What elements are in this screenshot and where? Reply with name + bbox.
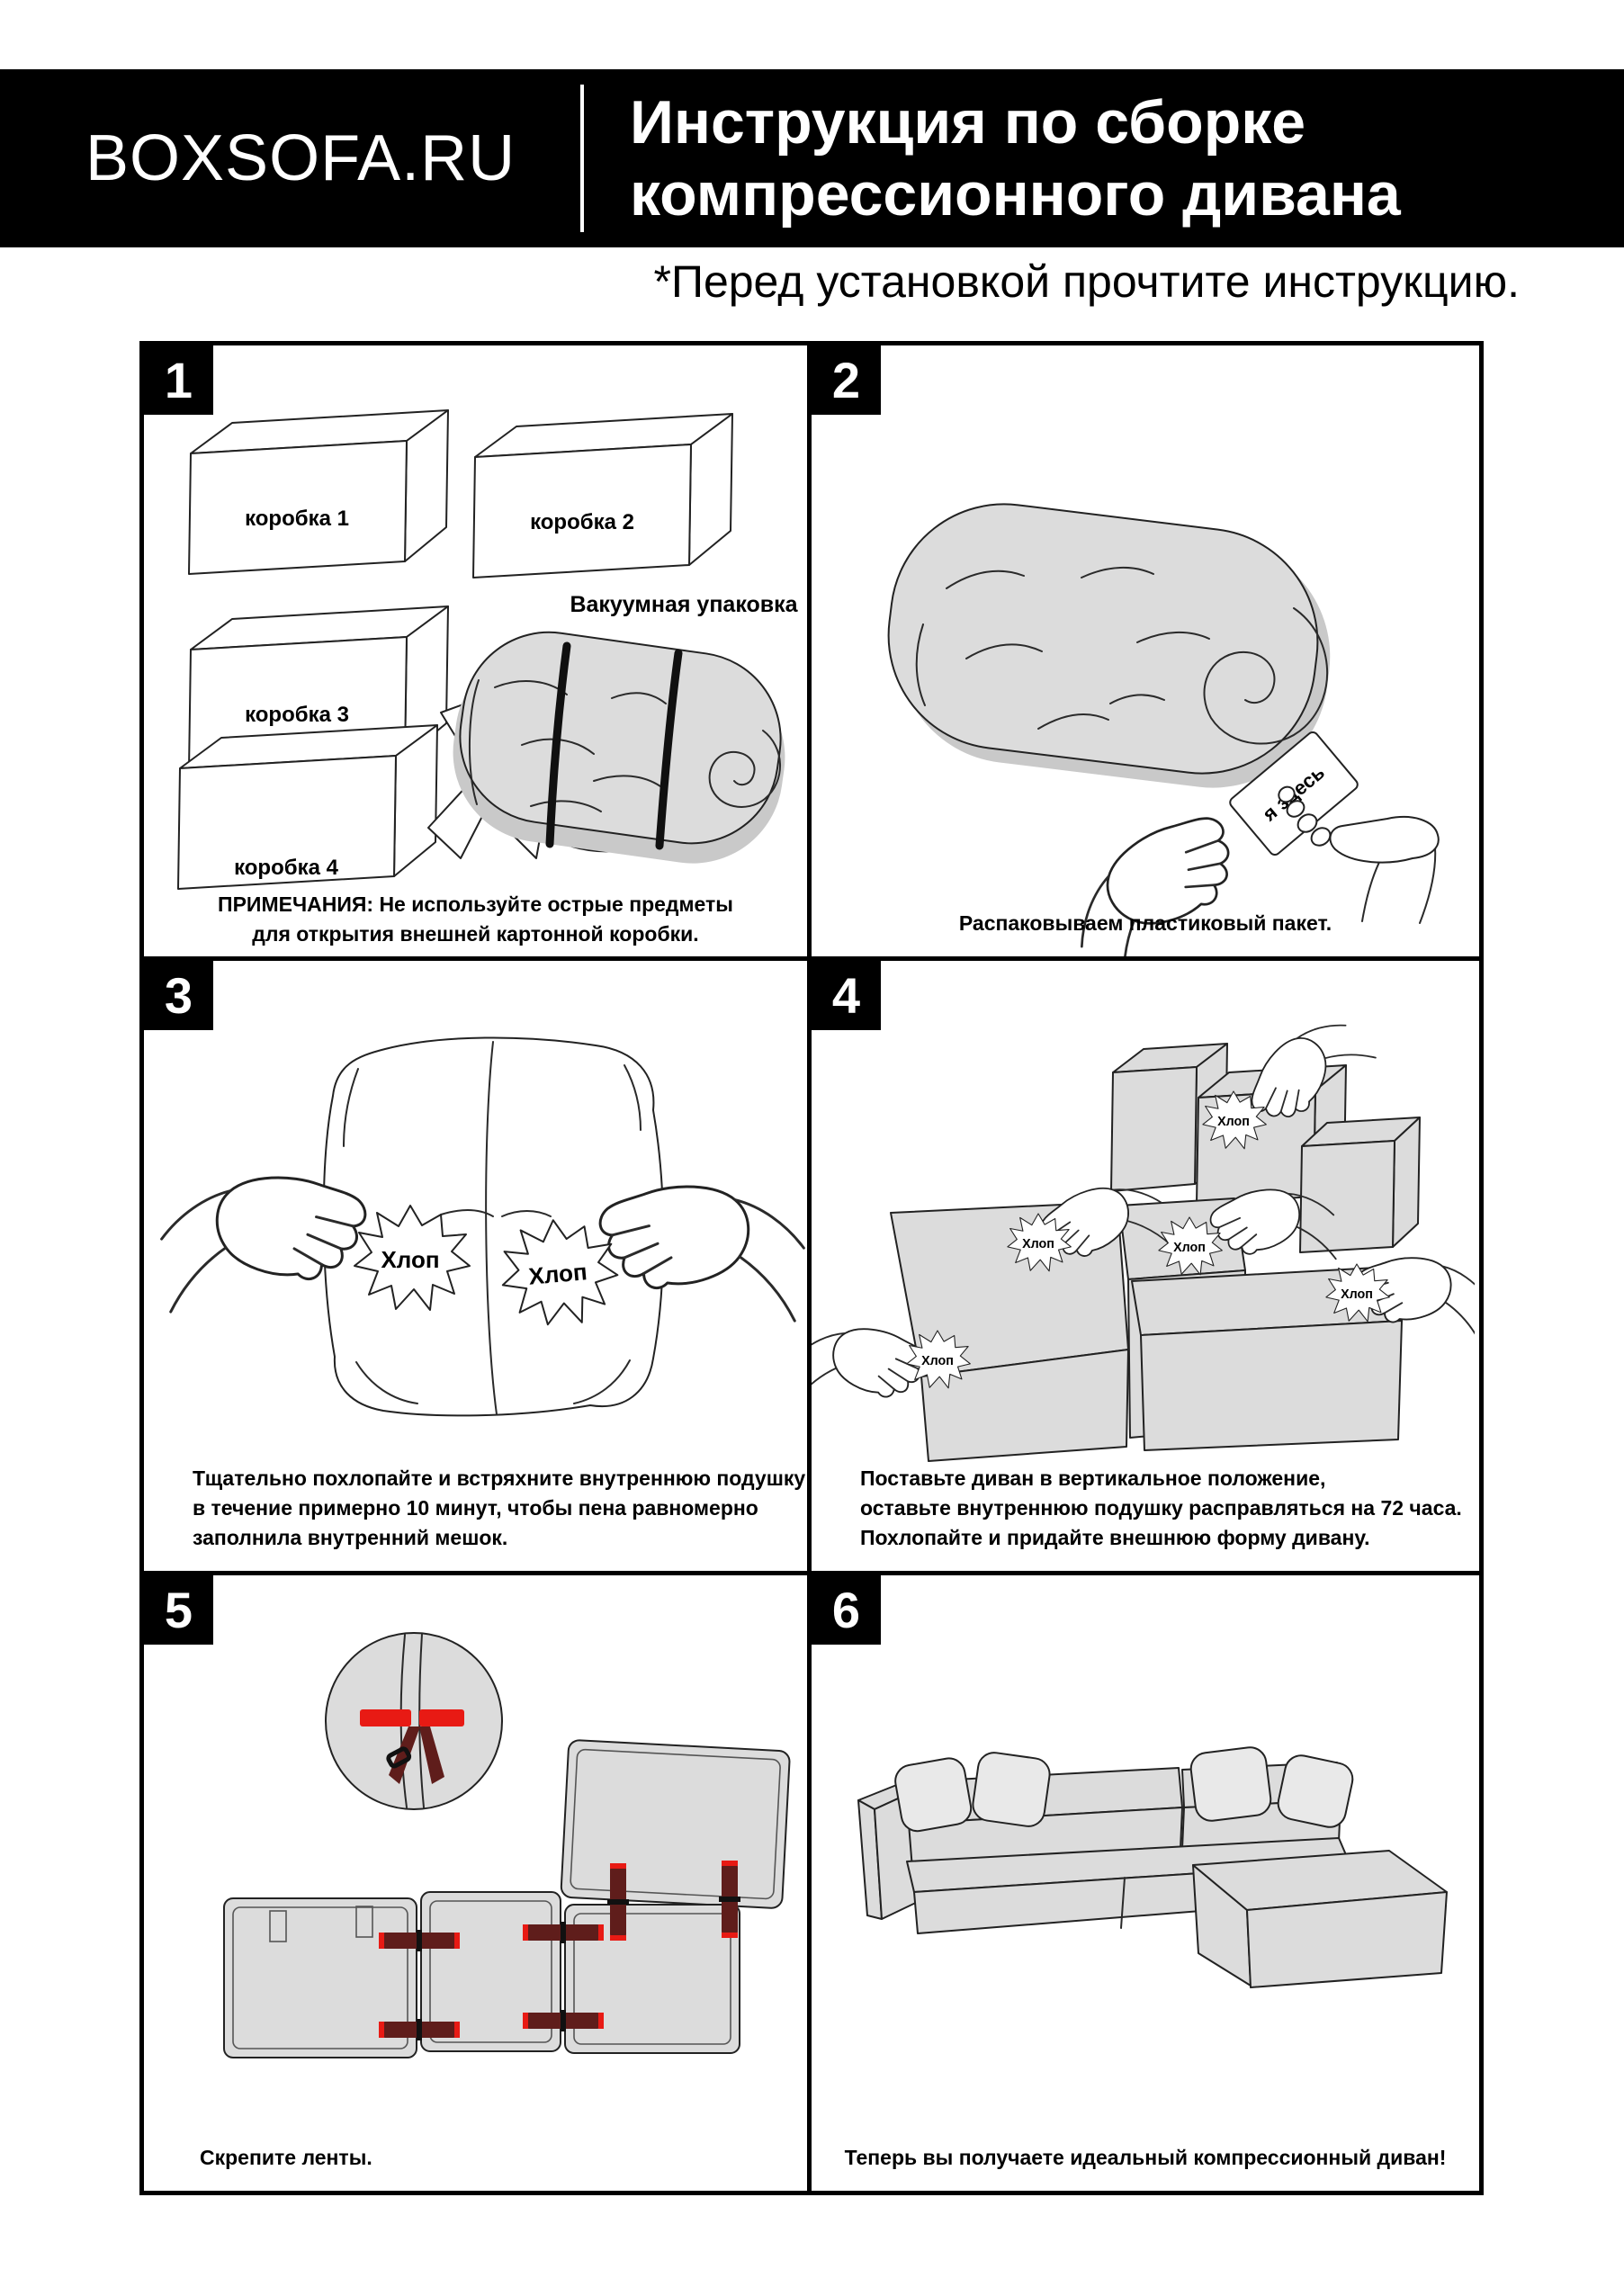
step-2-number-badge: 2 xyxy=(812,345,881,415)
step-6-number-badge: 6 xyxy=(812,1575,881,1645)
step-panel-4 xyxy=(812,961,1479,1576)
header-divider xyxy=(580,85,584,232)
svg-text:Хлоп: Хлоп xyxy=(1217,1114,1250,1129)
svg-text:Хлоп: Хлоп xyxy=(921,1353,954,1368)
page-title-line-1: Инструкция по сборке xyxy=(630,88,1306,157)
step-6-caption: Теперь вы получаете идеальный компрессионный диван! xyxy=(844,2146,1447,2169)
brand-logo: BOXSOFA.RU xyxy=(85,122,516,194)
svg-text:Хлоп: Хлоп xyxy=(1022,1236,1054,1251)
step-5-illustration xyxy=(144,1575,807,2187)
box-3-label: коробка 3 xyxy=(245,703,349,727)
vacuum-roll-icon xyxy=(442,621,797,874)
step-4-number-badge: 4 xyxy=(812,961,881,1030)
read-first-note: *Перед установкой прочтите инструкцию. xyxy=(653,256,1520,307)
page-title-line-2: компрессионного дивана xyxy=(630,160,1401,229)
holding-hand-icon xyxy=(1276,784,1439,923)
pillow-icon xyxy=(1275,1753,1355,1830)
step-panel-6 xyxy=(812,1575,1479,2191)
header-bar xyxy=(0,69,1624,247)
step-4-caption: Поставьте диван в вертикальное положение, оставьте внутреннюю подушку расправляться на 72 часа. Похлопайте и придайте внешнюю форму дивану. xyxy=(860,1466,1462,1550)
step-panel-2 xyxy=(812,345,1479,961)
svg-text:Хлоп: Хлоп xyxy=(1173,1240,1206,1255)
step-3-number-badge: 3 xyxy=(144,961,213,1030)
page-title xyxy=(630,86,1401,230)
step-1-caption: ПРИМЕЧАНИЯ: Не используйте острые предметы для открытия внешней картонной коробки. xyxy=(218,892,733,946)
step-1-number-badge: 1 xyxy=(144,345,213,415)
step-2-caption: Распаковываем пластиковый пакет. xyxy=(958,910,1332,935)
vacuum-roll-large-icon xyxy=(875,491,1343,801)
magnifier-detail-icon xyxy=(326,1633,502,1809)
vacuum-pack-label: Вакуумная упаковка xyxy=(570,592,798,617)
sofa-modules-upright-icon xyxy=(891,1044,1420,1461)
steps-grid xyxy=(139,341,1484,2195)
step-5-number-badge: 5 xyxy=(144,1575,213,1645)
back-module-icon xyxy=(561,1740,790,1909)
box-2-label: коробка 2 xyxy=(530,510,634,534)
box-4-label: коробка 4 xyxy=(234,856,338,880)
step-panel-5 xyxy=(144,1575,812,2191)
strap-horizontal-icon xyxy=(523,1922,604,1943)
carton-box-1-icon xyxy=(189,410,448,574)
svg-text:Хлоп: Хлоп xyxy=(381,1245,440,1273)
strap-horizontal-icon xyxy=(523,2010,604,2031)
carton-box-2-icon xyxy=(473,414,732,578)
assembled-sofa-icon xyxy=(858,1745,1447,1987)
pillow-icon xyxy=(1189,1745,1273,1823)
pillow-icon xyxy=(971,1751,1052,1828)
strap-vertical-icon xyxy=(607,1863,629,1941)
here-card-label: я здесь xyxy=(1258,760,1329,826)
step-3-caption: Тщательно похлопайте и встряхните внутреннюю подушку в течение примерно 10 минут, чтобы пена равномерно заполнила внутренний мешок. xyxy=(193,1466,806,1550)
strap-horizontal-icon xyxy=(379,2019,460,2040)
strap-horizontal-icon xyxy=(379,1930,460,1951)
strap-vertical-icon xyxy=(719,1861,740,1938)
step-6-illustration xyxy=(812,1575,1475,2187)
pillow-icon xyxy=(893,1756,974,1834)
svg-text:Хлоп: Хлоп xyxy=(1341,1287,1373,1302)
step-panel-1 xyxy=(144,345,812,961)
step-1-illustration xyxy=(144,345,807,957)
step-panel-3 xyxy=(144,961,812,1576)
step-2-illustration xyxy=(812,345,1475,957)
step-5-caption: Скрепите ленты. xyxy=(200,2146,372,2169)
box-1-label: коробка 1 xyxy=(245,507,349,531)
svg-text:Хлоп: Хлоп xyxy=(527,1257,588,1290)
